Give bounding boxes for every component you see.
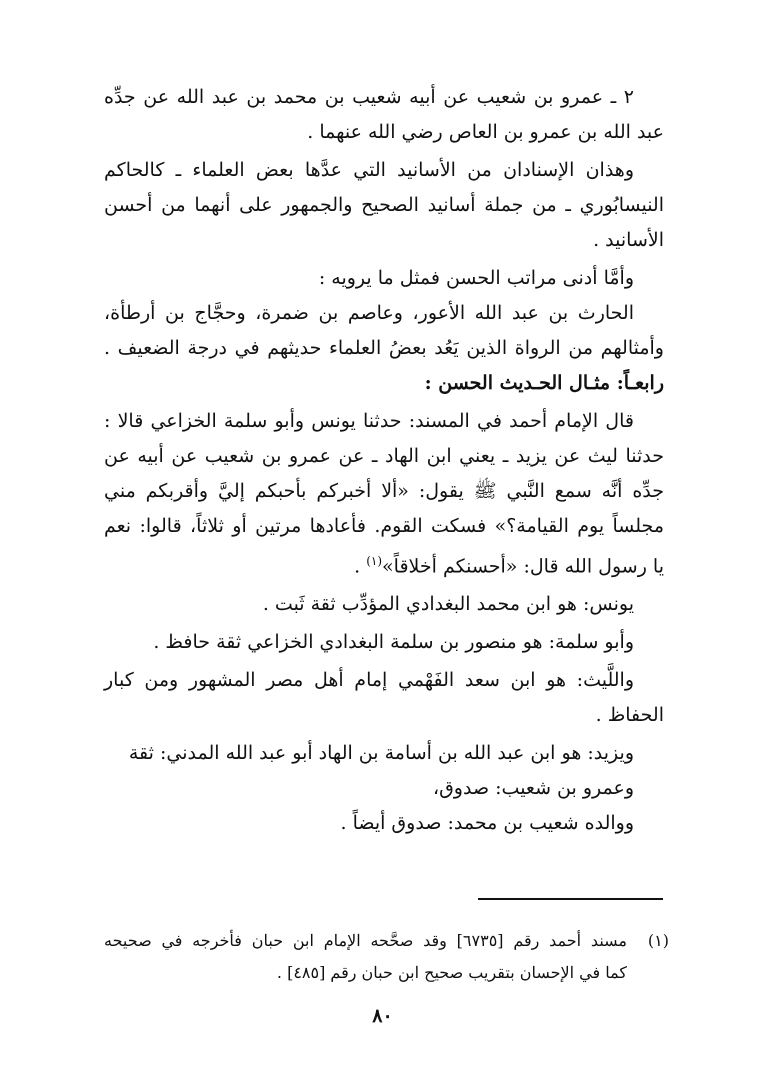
text-line: مجلساً يوم القيامة؟» فسكت القوم. فأعادها مرتين أو ثلاثاً، قالوا: نعم: [104, 515, 664, 537]
main-text: [104, 80, 664, 841]
text-line: الأسانيد .: [593, 229, 664, 251]
text-line: النيسابُوري ـ من جملة أسانيد الصحيح والجمهور على أنهما من أحسن: [104, 194, 664, 216]
text-line: ٢ ـ عمرو بن شعيب عن أبيه شعيب بن محمد بن عبد الله عن جدِّه: [104, 86, 634, 108]
narrator-layth: [104, 663, 664, 733]
text-line: [104, 544, 664, 584]
text-line: قال الإمام أحمد في المسند: حدثنا يونس وأبو سلمة الخزاعي قالا :: [104, 410, 634, 432]
narrator-yunus: يونس: هو ابن محمد البغدادي المؤدِّب ثقة ثَبت .: [262, 593, 634, 616]
footnote-number: (١): [647, 931, 669, 950]
text-line: الحفاظ .: [595, 704, 664, 727]
text-line: عبد الله بن عمرو بن العاص رضي الله عنهما .: [307, 121, 664, 143]
narrator-shuayb: ووالده شعيب بن محمد: صدوق أيضاً .: [340, 812, 634, 835]
footnote-line: كما في الإحسان بتقريب صحيح ابن حبان رقم [٤٨٥] .: [276, 963, 627, 982]
page-number: ٨٠: [372, 1005, 393, 1027]
narrator-abu-salama: وأبو سلمة: هو منصور بن سلمة البغدادي الخزاعي ثقة حافظ .: [153, 631, 634, 654]
text-line: حدثنا ليث عن يزيد ـ يعني ابن الهاد ـ عن عمرو بن شعيب عن أبيه عن: [104, 445, 664, 467]
footnote-line: [104, 925, 669, 957]
narrator-amr: وعمرو بن شعيب: صدوق،: [432, 777, 634, 800]
footnote-text: مسند أحمد رقم [٦٧٣٥] وقد صحَّحه الإمام ابن حبان فأخرجه في صحيحه: [104, 931, 627, 950]
footnote-divider: [478, 898, 663, 900]
hadith-ending-text: يا رسول الله قال: «أحسنكم أخلاقاً»: [382, 555, 664, 578]
section-heading: رابعـاً: مثـال الحـديث الحسن :: [424, 372, 664, 394]
text-line: وأمَّا أدنى مراتب الحسن فمثل ما يرويه :: [318, 267, 634, 289]
text-line: واللَّيث: هو ابن سعد الفَهْمي إمام أهل مصر المشهور ومن كبار: [104, 669, 634, 692]
paragraph-chain-2: [104, 80, 664, 150]
footnotes: [104, 925, 669, 989]
footnote-reference: (١): [366, 554, 383, 568]
text-line: وأمثالهم من الرواة الذين يَعُد بعضُ العلماء حديثهم في درجة الضعيف .: [104, 337, 664, 359]
text-line: وهذان الإسنادان من الأسانيد التي عدَّها بعض العلماء ـ كالحاكم: [104, 159, 634, 181]
line-end-mark: .: [354, 555, 367, 578]
paragraph-hadith-example: [104, 404, 664, 584]
paragraph-best-chains: [104, 153, 664, 258]
paragraph-lowest-rank: [104, 261, 664, 366]
text-line: الحارث بن عبد الله الأعور، وعاصم بن ضمرة، وحجَّاج بن أرطأة،: [104, 302, 634, 324]
narrator-yazid: ويزيد: هو ابن عبد الله بن أسامة بن الهاد أبو عبد الله المدني: ثقة: [128, 742, 634, 765]
text-line: جدِّه أنَّه سمع النَّبي ﷺ يقول: «ألا أخبركم بأحبكم إليَّ وأقربكم مني: [104, 480, 664, 502]
